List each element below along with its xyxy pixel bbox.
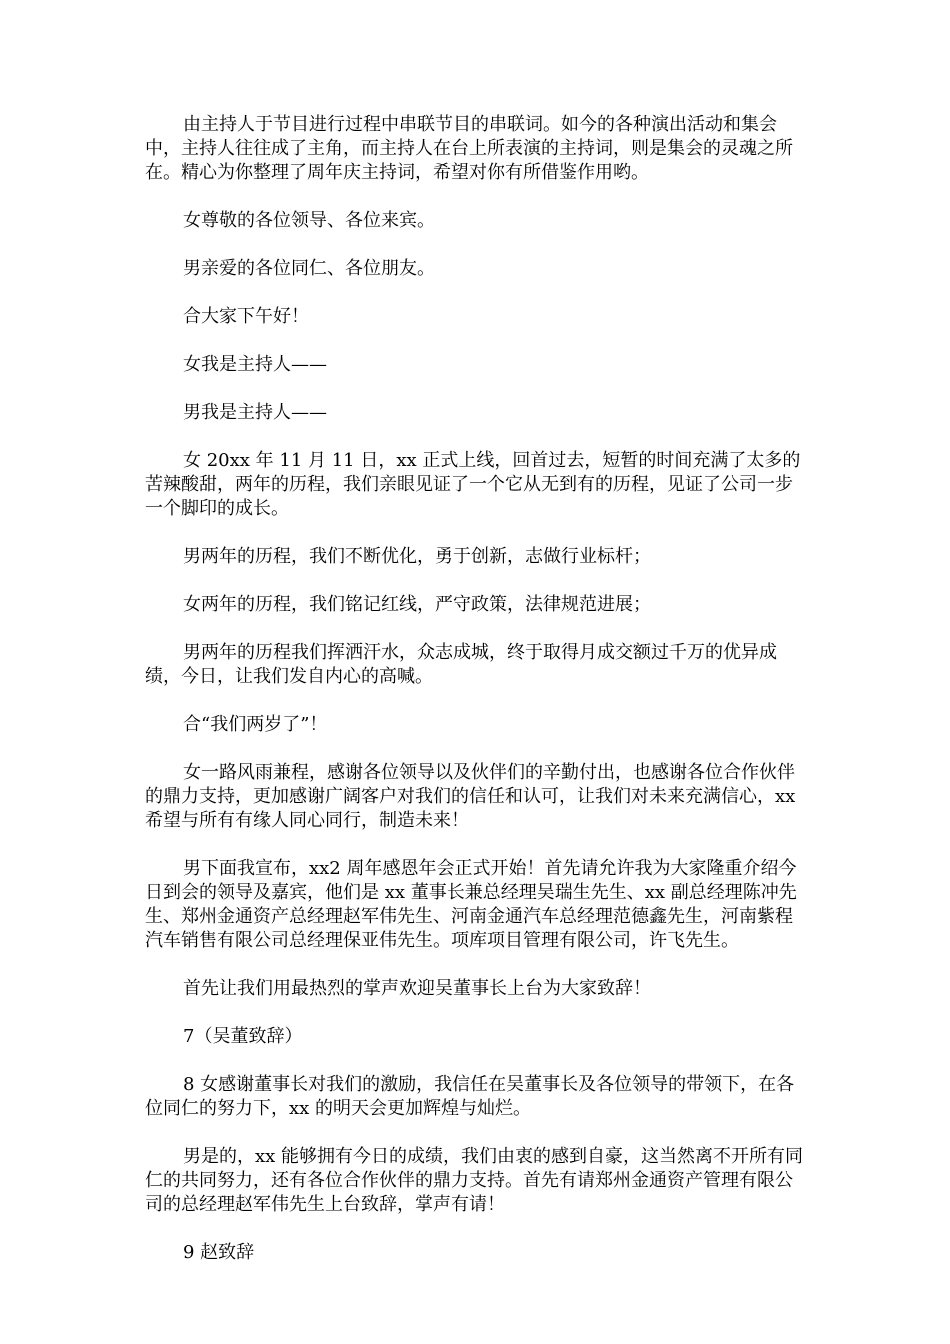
- paragraph-compliance: 女两年的历程，我们铭记红线，严守政策，法律规范进展；: [183, 594, 651, 615]
- paragraph-intro: 由主持人于节目进行过程中串联节目的串联词。如今的各种演出活动和集会中，主持人往往成了主角，而主持人在台上所表演的主持词，则是集会的灵魂之所在。精心为你整理了周年庆主持词，希望对你有所借鉴作用哟。: [145, 114, 793, 183]
- paragraph-thanks: 女一路风雨兼程，感谢各位领导以及伙伴们的辛勤付出，也感谢各位合作伙伴的鼎力支持，更加感谢广阔客户对我们的信任和认可，让我们对未来充满信心，xx 希望与所有有缘人同心同行，制造未来！: [145, 762, 796, 831]
- paragraph-female-host-intro: 女我是主持人——: [183, 354, 327, 375]
- paragraph-zhao-speech: 9 赵致辞: [183, 1242, 255, 1263]
- paragraph-welcome-chairman: 首先让我们用最热烈的掌声欢迎吴董事长上台为大家致辞！: [183, 978, 651, 999]
- paragraph-chairman-speech: 7（吴董致辞）: [183, 1026, 303, 1047]
- paragraph-male-invite-zhao: 男是的，xx 能够拥有今日的成绩，我们由衷的感到自豪，这当然离不开所有同仁的共同努力，还有各位合作伙伴的鼎力支持。首先有请郑州金通资产管理有限公司的总经理赵军伟先生上台致辞，掌声有请！: [145, 1146, 804, 1215]
- paragraph-optimization: 男两年的历程，我们不断优化，勇于创新，志做行业标杆；: [183, 546, 651, 567]
- paragraph-joint-cheer: 合“我们两岁了”！: [183, 714, 328, 735]
- paragraph-female-greeting: 女尊敬的各位领导、各位来宾。: [183, 210, 435, 231]
- paragraph-announcement: 男下面我宣布，xx2 周年感恩年会正式开始！首先请允许我为大家隆重介绍今日到会的领导及嘉宾，他们是 xx 董事长兼总经理吴瑞生先生、xx 副总经理陈冲先生、郑州金通资产总经理赵军伟先生、河南金通汽车总经理范德鑫先生，河南紫程汽车销售有限公司总经理保亚伟先生。项库项目管理有限公司，许飞先生。: [145, 858, 797, 951]
- paragraph-female-thanks-chairman: 8 女感谢董事长对我们的激励，我信任在吴董事长及各位领导的带领下，在各位同仁的努力下，xx 的明天会更加辉煌与灿烂。: [145, 1074, 795, 1119]
- paragraph-male-host-intro: 男我是主持人——: [183, 402, 327, 423]
- paragraph-achievement: 男两年的历程我们挥洒汗水，众志成城，终于取得月成交额过千万的优异成绩，今日，让我们发自内心的高喊。: [145, 642, 777, 687]
- paragraph-male-greeting: 男亲爱的各位同仁、各位朋友。: [183, 258, 435, 279]
- document-body: [145, 113, 810, 1289]
- paragraph-joint-greeting: 合大家下午好！: [183, 306, 309, 327]
- paragraph-launch-history: 女 20xx 年 11 月 11 日，xx 正式上线，回首过去，短暂的时间充满了太多的苦辣酸甜，两年的历程，我们亲眼见证了一个它从无到有的历程，见证了公司一步一个脚印的成长。: [145, 450, 801, 519]
